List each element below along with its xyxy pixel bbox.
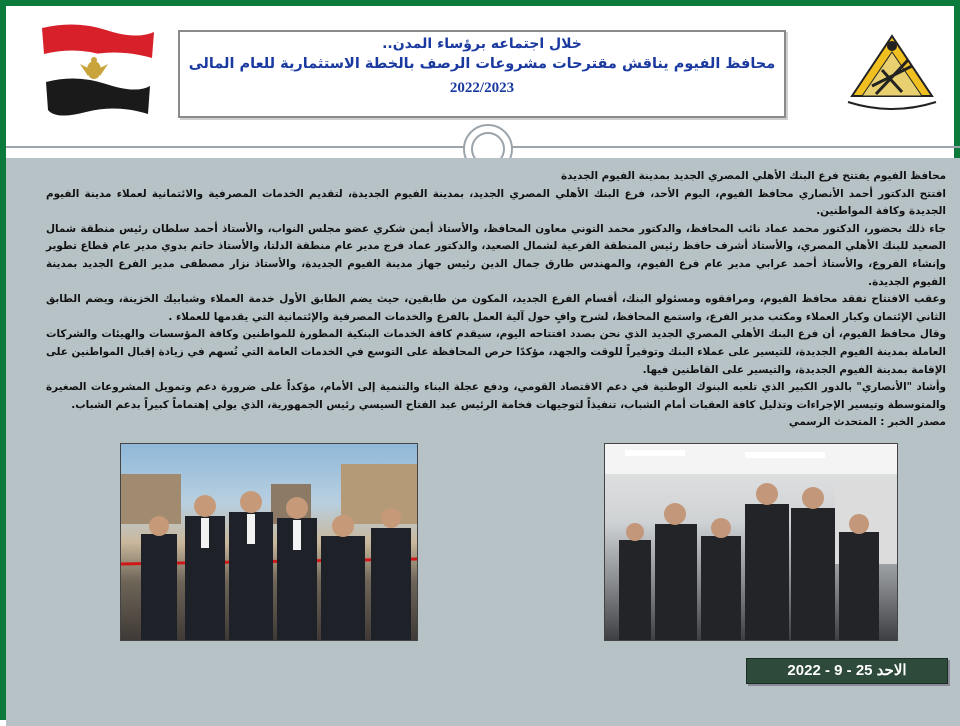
article-source: مصدر الخبر : المتحدث الرسمي bbox=[788, 416, 946, 429]
article-paragraph: وأشاد "الأنصاري" بالدور الكبير الذي تلعبه البنوك الوطنية في دعم الاقتصاد القومي، ودفع عجلة البناء والتنمية إلى الأمام، مؤكداً على ضرورة دعم وتمويل المشروعات الصغيرة والمتوسطة وتيسير الإجراءات وتذليل كافة العقبات أمام الشباب، تنفيذاً لتوجيهات فخامة الرئيس عبد الفتاح السيسي رئيس الجمهورية، الذي يولي إهتماماً كبيراً بدعم الشباب. bbox=[46, 381, 946, 411]
headline-kicker: خلال اجتماعه برؤساء المدن.. bbox=[382, 36, 582, 52]
article-paragraph: افتتح الدكتور أحمد الأنصاري محافظ الفيوم، اليوم الأحد، فرع البنك الأهلي المصري الجديد، بمدينة الفيوم الجديدة، لتقديم الخدمات المصرفية والائتمانية لعملاء مدينة الفيوم الجديدة وكافة المواطنين. bbox=[46, 187, 946, 218]
date-bar: الاحد 25 - 9 - 2022 bbox=[746, 658, 948, 684]
content-panel bbox=[6, 158, 960, 726]
ribbon-cutting-scene-icon bbox=[121, 444, 418, 641]
headline-box bbox=[178, 30, 786, 118]
slide-content bbox=[12, 12, 960, 720]
headline-fiscal-year: 2022/2023 bbox=[449, 80, 515, 96]
article-text bbox=[46, 168, 946, 432]
egypt-flag-icon bbox=[36, 22, 158, 120]
branch-tour-photo bbox=[604, 443, 898, 641]
headline-title: محافظ الفيوم يناقش مقترحات مشروعات الرصف بالخطة الاستثمارية للعام المالى bbox=[188, 56, 776, 72]
article-paragraph: جاء ذلك بحضور، الدكتور محمد عماد نائب المحافظ، والدكتور محمد التوني معاون المحافظ، والأستاذ أيمن شكري عضو مجلس النواب، والأستاذ أحمد سلطان رئيس منطقة شمال الصعيد للبنك الأهلي المصري، والأستاذ أشرف حافظ رئيس المنطقة الفرعية لشمال الصعيد، والدكتور عماد فرج مدير عام منطقة الدلتا، والأستاذ حاتم بدوي مدير عام قطاع تطوير وإنشاء الفروع، والأستاذ أحمد عرابي مدير عام فرع الفيوم، والمهندس طارق جمال الدين رئيس جهاز مدينة الفيوم الجديدة، والأستاذ نزار مصطفى مدير الفرع الجديد بمدينة الفيوم الجديدة. bbox=[46, 222, 946, 288]
article-heading: محافظ الفيوم يفتتح فرع البنك الأهلي المصري الجديد بمدينة الفيوم الجديدة bbox=[561, 170, 946, 182]
ribbon-cutting-photo bbox=[120, 443, 418, 641]
article-paragraph: وعقب الافتتاح تفقد محافظ الفيوم، ومرافقوه ومسئولو البنك، أقسام الفرع الجديد، المكون من طابقين، حيث يضم الطابق الأول خدمة العملاء وشبابيك الخزينة، ويضم الطابق الثاني الإئتمان وكبار العملاء ومكتب مدير الفرع، واستمع المحافظ، لشرح وافٍ حول آلية العمل بالفرع والخدمات المصرفية والإئتمانية التي يقدمها للعملاء . bbox=[46, 293, 946, 323]
fayoum-governorate-logo-icon bbox=[842, 26, 942, 112]
branch-tour-scene-icon bbox=[605, 444, 898, 641]
article-paragraph: وقال محافظ الفيوم، أن فرع البنك الأهلي المصري الجديد الذي نحن بصدد افتتاحه اليوم، سيقدم كافة الخدمات البنكية المطورة للمواطنين وكافة المؤسسات والهيئات والشركات العاملة بمدينة الفيوم الجديدة، للتيسير على عملاء البنك وتوفيراً للوقت والجهد، مؤكدًا حرص المحافظة على التوسع في الخدمات العامة التي تُسهم في زيادة إقبال المواطنين على الإقامة بمدينة الفيوم الجديدة، والتيسير على القاطنين فيها. bbox=[46, 328, 946, 376]
